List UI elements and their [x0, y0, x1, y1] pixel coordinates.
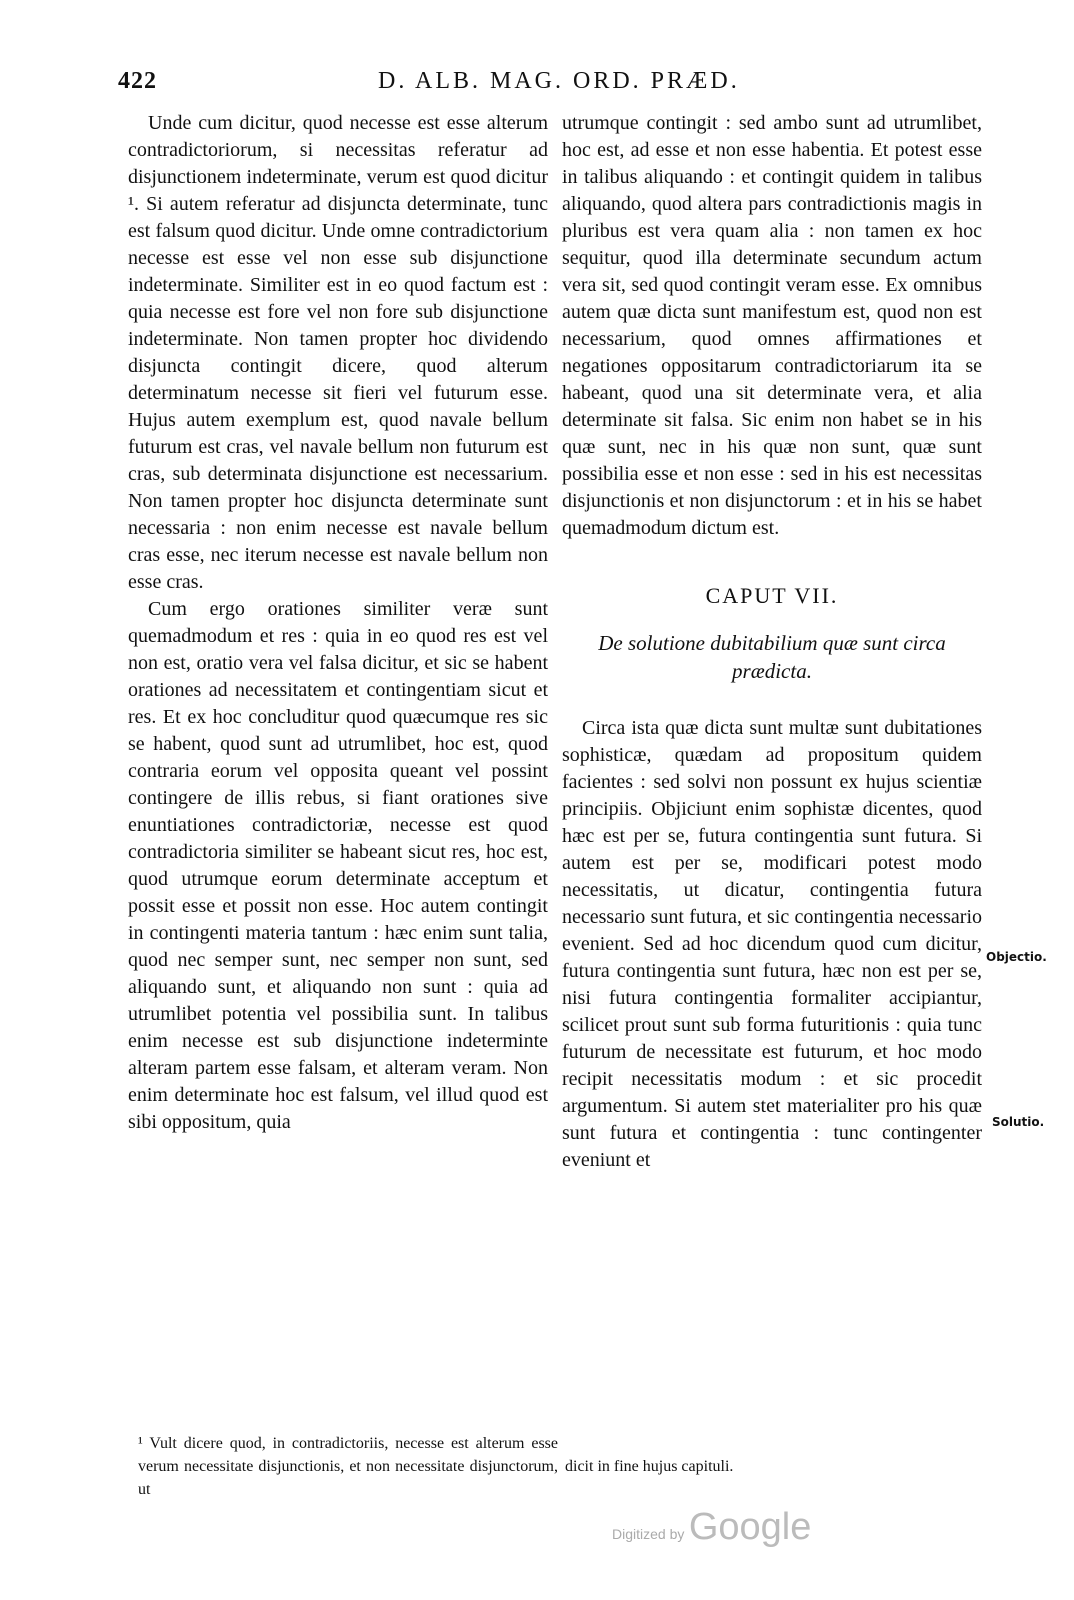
margin-note-objectio: Objectio. — [986, 950, 1047, 964]
watermark-prefix: Digitized by — [612, 1526, 685, 1542]
chapter-subtitle: De solutione dubitabilium quæ sunt circa prædicta. — [598, 631, 946, 683]
page-number: 422 — [118, 68, 157, 94]
paragraph: utrumque contingit : sed ambo sunt ad utrumlibet, hoc est, ad esse et non esse habentia. Et potest esse in talibus aliquando : et contingit quidem in talibus aliquando, quod altera pars contradictionis magis in pluribus est vera quam alia : non tamen ex hoc sequitur, quod illa determinate secundum actum vera sit, sed quod contingit veram esse. Ex omnibus autem quæ dicta sunt manifestum est, quod non est necessarium, quod omnes affirmationes et negationes oppositarum contradictoriarum ita se habeant, quod una sit determinate vera, et alia determinate sit falsa. Sic enim non habet se in his quæ sunt, nec in his quæ non sunt, quæ sunt possibilia esse et non esse : sed in his est necessitas disjunctionis et non disjunctorum : et in his se habet quemadmodum dictum est. — [562, 112, 982, 539]
margin-note-solutio: Solutio. — [992, 1115, 1045, 1129]
running-head: D. ALB. MAG. ORD. PRÆD. — [378, 68, 740, 94]
google-logo: Google — [688, 1506, 812, 1548]
paragraph: Unde cum dicitur, quod necesse est esse alterum contradictoriorum, si necessitas referatur ad disjunctionem indeterminate, verum est quod dicitur ¹. Si autem referatur ad disjuncta determinate, tunc est falsum quod dicitur. Unde omne contradictorium necesse est esse vel non esse sub disjunctione indeterminate. Similiter est in eo quod factum est : quia necesse est fore vel non fore sub disjunctione indeterminate. Non tamen propter hoc dividendo disjuncta contingit dicere, quod alterum determinatum necesse sit fieri vel futurum esse. Hujus autem exemplum est, quod navale bellum futurum est cras, vel navale bellum non futurum est cras, sub determinata disjunctione est necessarium. Non tamen propter hoc disjuncta determinate sunt necessaria : non enim necesse est navale bellum cras esse, nec iterum necesse est navale bellum non esse cras. — [128, 112, 548, 593]
left-column — [128, 110, 548, 1136]
right-column — [562, 110, 982, 1174]
paragraph: Circa ista quæ dicta sunt multæ sunt dubitationes sophisticæ, quædam ad propositum quidem facientes : sed solvi non possunt ex hujus scientiæ principiis. Objiciunt enim sophistæ dicentes, quod hæc est per se, futura contingentia sunt futura. Si autem est per se, modificari potest modo necessitatis, ut dicatur, contingentia futura necessario sunt futura, et sic contingentia necessario evenient. Sed ad hoc dicendum quod cum dicitur, futura contingentia sunt futura, hæc non est per se, nisi futura contingentia formaliter accipiantur, scilicet prout sunt sub forma futuritionis : quia tunc futurum de necessitate est futurum, et hoc modo recipit necessitatis modum : et sic procedit argumentum. Si autem stet materialiter pro his quæ sunt futura et contingentia : tunc contingenter eveniunt et — [562, 717, 982, 1171]
chapter-title: CAPUT VII. — [705, 583, 839, 608]
footnote-left: ¹ Vult dicere quod, in contradictoriis, necesse est alterum esse verum necessitate disjunctionis, et non necessitate disjunctorum, ut — [138, 1435, 558, 1498]
footnote-right: dicit in fine hujus capituli. — [565, 1458, 734, 1475]
digitized-watermark — [612, 1506, 811, 1549]
paragraph: Cum ergo orationes similiter veræ sunt quemadmodum et res : quia in eo quod res est vel non est, oratio vera vel falsa dicitur, et sic se habent orationes ad necessitatem et contingentiam sicut et res. Et ex hoc concluditur quod quæcumque res sic se habent, quod sunt ad utrumlibet, hoc est, quod contraria eorum vel opposita queant vel possint contingere de illis rebus, si fiant orationes sive enuntiationes contradictoriæ, necesse est quod contradictoria similiter se habeant sicut res, hoc est, quod utrumque eorum determinate acceptum et possit esse et possit non esse. Hoc autem contingit in contingenti materia tantum : hæc enim sunt talia, quod nec semper sunt, nec semper non sunt, sed aliquando sunt, et aliquando non sunt : quia ad utrumlibet potentia vel possibilia sunt. In talibus enim necesse est sub disjunctione indeterminte alteram partem esse falsam, et alteram veram. Non enim determinate hoc est falsum, vel illud quod est sibi oppositum, quia — [128, 598, 548, 1133]
